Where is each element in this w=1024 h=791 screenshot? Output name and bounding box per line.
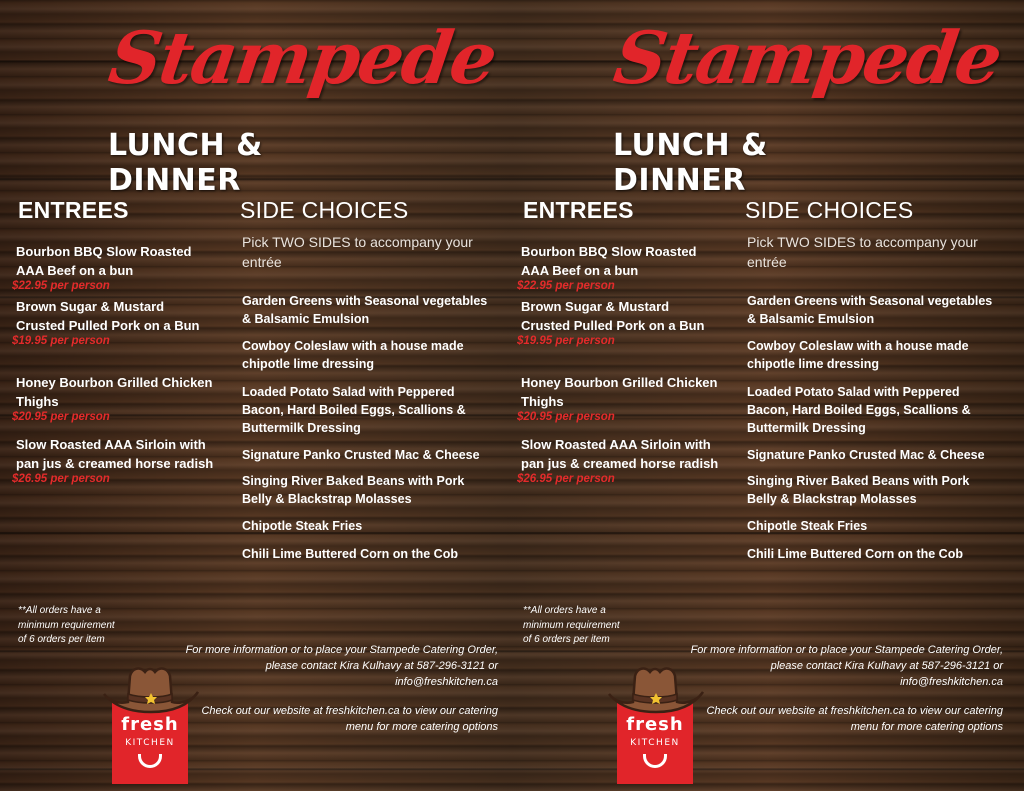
side-item: Chili Lime Buttered Corn on the Cob: [242, 547, 458, 561]
logo-brand: fresh: [626, 714, 684, 735]
entree-price: $20.95 per person: [12, 411, 110, 423]
entree-name: Slow Roasted AAA Sirloin with pan jus & creamed horse radish: [16, 437, 214, 471]
side-item: Singing River Baked Beans with Pork Belly & Blackstrap Molasses: [242, 474, 465, 506]
side-item: Chipotle Steak Fries: [747, 519, 868, 533]
entrees-heading: ENTREES: [18, 197, 129, 223]
entree-price: $19.95 per person: [517, 335, 615, 347]
entree-price: $20.95 per person: [517, 411, 615, 423]
side-item: Signature Panko Crusted Mac & Cheese: [242, 448, 480, 462]
logo-sub: KITCHEN: [630, 738, 680, 748]
contact-info: For more information or to place your Stampede Catering Order, please contact Kira Kulhavy at 587-296-3121 or info@freshkitchen.ca: [690, 644, 1003, 688]
entrees-heading: ENTREES: [523, 197, 634, 223]
cowboy-hat-icon: [100, 662, 202, 718]
side-item: Chipotle Steak Fries: [242, 519, 363, 533]
side-item: Chili Lime Buttered Corn on the Cob: [747, 547, 963, 561]
sides-intro: Pick TWO SIDES to accompany your entrée: [242, 234, 473, 270]
sides-heading: SIDE CHOICES: [745, 197, 914, 223]
sides-intro: Pick TWO SIDES to accompany your entrée: [747, 234, 978, 270]
entree-name: Slow Roasted AAA Sirloin with pan jus & creamed horse radish: [521, 437, 719, 471]
menu-title: Stampede: [104, 15, 501, 100]
entree-price: $26.95 per person: [12, 473, 110, 485]
side-item: Cowboy Coleslaw with a house made chipotle lime dressing: [242, 339, 464, 371]
entree-name: Bourbon BBQ Slow Roasted AAA Beef on a bun: [16, 244, 192, 278]
logo-sub: KITCHEN: [125, 738, 175, 748]
menu-subtitle: LUNCH & DINNER: [108, 128, 263, 198]
entree-item: [517, 297, 721, 348]
entree-item: [12, 242, 216, 293]
entree-name: Honey Bourbon Grilled Chicken Thighs: [16, 375, 213, 409]
side-item: Loaded Potato Salad with Peppered Bacon, Hard Boiled Eggs, Scallions & Buttermilk Dressing: [242, 385, 466, 435]
entree-item: [12, 435, 216, 486]
sides-heading: SIDE CHOICES: [240, 197, 409, 223]
side-item: Garden Greens with Seasonal vegetables & Balsamic Emulsion: [747, 294, 993, 326]
smile-icon: [643, 754, 667, 768]
side-item: Cowboy Coleslaw with a house made chipotle lime dressing: [747, 339, 969, 371]
website-info: Check out our website at freshkitchen.ca to view our catering menu for more catering options: [201, 705, 498, 733]
cowboy-hat-icon: [605, 662, 707, 718]
minimum-order-note: **All orders have a minimum requirement of 6 orders per item: [523, 605, 620, 645]
entree-price: $22.95 per person: [517, 280, 615, 292]
menu-panel-right: [505, 0, 1017, 791]
side-item: Signature Panko Crusted Mac & Cheese: [747, 448, 985, 462]
entree-name: Bourbon BBQ Slow Roasted AAA Beef on a bun: [521, 244, 697, 278]
entree-name: Brown Sugar & Mustard Crusted Pulled Pork on a Bun: [521, 299, 705, 333]
entree-price: $22.95 per person: [12, 280, 110, 292]
side-item: Garden Greens with Seasonal vegetables & Balsamic Emulsion: [242, 294, 488, 326]
side-item: Singing River Baked Beans with Pork Belly & Blackstrap Molasses: [747, 474, 970, 506]
entree-name: Honey Bourbon Grilled Chicken Thighs: [521, 375, 718, 409]
entree-item: [12, 297, 216, 348]
menu-subtitle: LUNCH & DINNER: [613, 128, 768, 198]
fresh-kitchen-logo: [100, 662, 202, 784]
side-item: Loaded Potato Salad with Peppered Bacon, Hard Boiled Eggs, Scallions & Buttermilk Dressing: [747, 385, 971, 435]
entree-item: [12, 373, 216, 424]
entree-item: [517, 373, 721, 424]
entree-price: $26.95 per person: [517, 473, 615, 485]
entree-name: Brown Sugar & Mustard Crusted Pulled Pork on a Bun: [16, 299, 200, 333]
logo-brand: fresh: [121, 714, 179, 735]
website-info: Check out our website at freshkitchen.ca to view our catering menu for more catering options: [706, 705, 1003, 733]
smile-icon: [138, 754, 162, 768]
entree-item: [517, 242, 721, 293]
minimum-order-note: **All orders have a minimum requirement of 6 orders per item: [18, 605, 115, 645]
entree-price: $19.95 per person: [12, 335, 110, 347]
contact-info: For more information or to place your Stampede Catering Order, please contact Kira Kulhavy at 587-296-3121 or info@freshkitchen.ca: [185, 644, 498, 688]
fresh-kitchen-logo: [605, 662, 707, 784]
menu-title: Stampede: [609, 15, 1006, 100]
entree-item: [517, 435, 721, 486]
